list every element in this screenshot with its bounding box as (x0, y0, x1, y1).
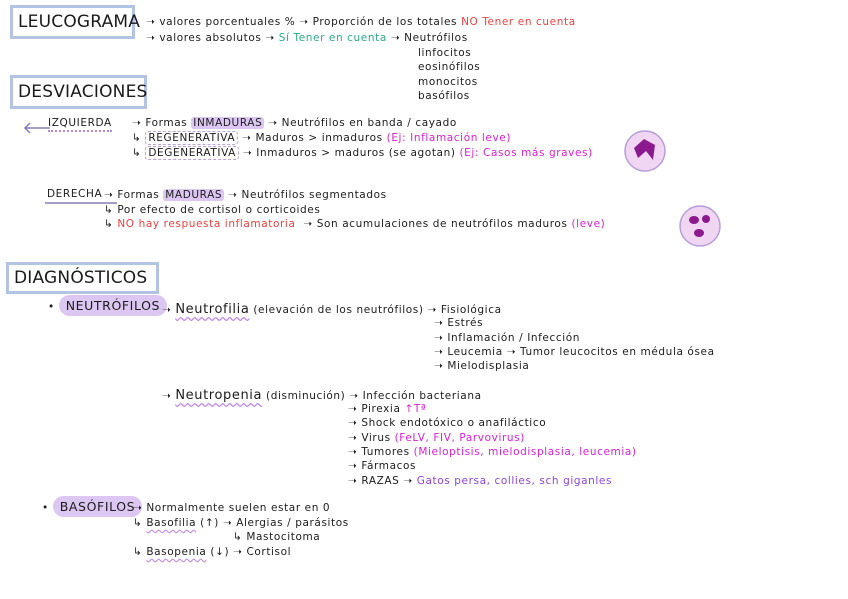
leucograma-title: LEUCOGRAMA (10, 5, 135, 39)
leucograma-pct-row: ➝ valores porcentuales % ➝ Proporción de los totales NO Tener en cuenta (146, 16, 576, 28)
cell-basofilos: basófilos (418, 90, 470, 102)
np-shock: ➝ Shock endotóxico o anafiláctico (348, 417, 547, 429)
np-farmacos: ➝ Fármacos (348, 460, 417, 472)
basopenia-row: ↳ Basopenia (↓) ➝ Cortisol (133, 546, 292, 558)
neutrofilos-pill: • NEUTRÓFILOS (48, 300, 167, 313)
np-tumores: ➝ Tumores (Mieloptisis, mielodisplasia, leucemia) (348, 446, 637, 458)
basofilos-pill: • BASÓFILOS (42, 501, 142, 514)
desviaciones-title: DESVIACIONES (10, 75, 147, 109)
izquierda-formas-row: ➝ Formas INMADURAS ➝ Neutrófilos en banda / cayado (132, 117, 457, 129)
np-virus: ➝ Virus (FeLV, FIV, Parvovirus) (348, 432, 525, 444)
cause-estres: ➝ Estrés (434, 317, 484, 329)
derecha-label: DERECHA (47, 188, 103, 200)
cell-linfocitos: linfocitos (418, 47, 472, 59)
bas-mastocitoma: ↳ Mastocitoma (233, 531, 321, 543)
derecha-formas-row: ➝ Formas MADURAS ➝ Neutrófilos segmentados (104, 189, 387, 201)
no-respuesta-row: ↳ NO hay respuesta inflamatoria ➝ Son acumulaciones de neutrófilos maduros (leve) (104, 218, 606, 230)
cell-eosinofilos: eosinófilos (418, 61, 481, 73)
diagnosticos-title: DIAGNÓSTICOS (6, 262, 159, 294)
neutrofilia-row: ➝ Neutrofilia (elevación de los neutrófilos) ➝ Fisiológica (162, 302, 502, 317)
degenerativa-row: ↳ DEGENERATIVA ➝ Inmaduros > maduros (se agotan) (Ej: Casos más graves) (132, 147, 593, 159)
neutropenia-row: ➝ Neutropenia (disminución) ➝ Infección bacteriana (162, 388, 482, 403)
izquierda-label: IZQUIERDA (48, 118, 112, 129)
bas-normal-row: ➝ Normalmente suelen estar en 0 (133, 502, 331, 514)
leucograma-abs-row: ➝ valores absolutos ➝ Sí Tener en cuenta ➝ Neutrófilos (146, 32, 468, 44)
cause-leucemia: ➝ Leucemia ➝ Tumor leucocitos en médula ósea (434, 346, 715, 358)
np-pirexia: ➝ Pirexia ↑Tª (348, 403, 427, 415)
band-neutrophil-icon (622, 128, 668, 174)
np-razas: ➝ RAZAS ➝ Gatos persa, collies, sch giganles (348, 475, 613, 487)
cause-inflamacion: ➝ Inflamación / Infección (434, 332, 581, 344)
cause-mielodisplasia: ➝ Mielodisplasia (434, 360, 530, 372)
segmented-neutrophil-icon (677, 203, 723, 249)
basofilia-row: ↳ Basofilia (↑) ➝ Alergias / parásitos (133, 517, 349, 529)
regenerativa-row: ↳ REGENERATIVA ➝ Maduros > inmaduros (Ej: Inflamación leve) (132, 132, 512, 144)
cell-monocitos: monocitos (418, 76, 478, 88)
cortisol-row: ↳ Por efecto de cortisol o corticoides (104, 204, 321, 216)
